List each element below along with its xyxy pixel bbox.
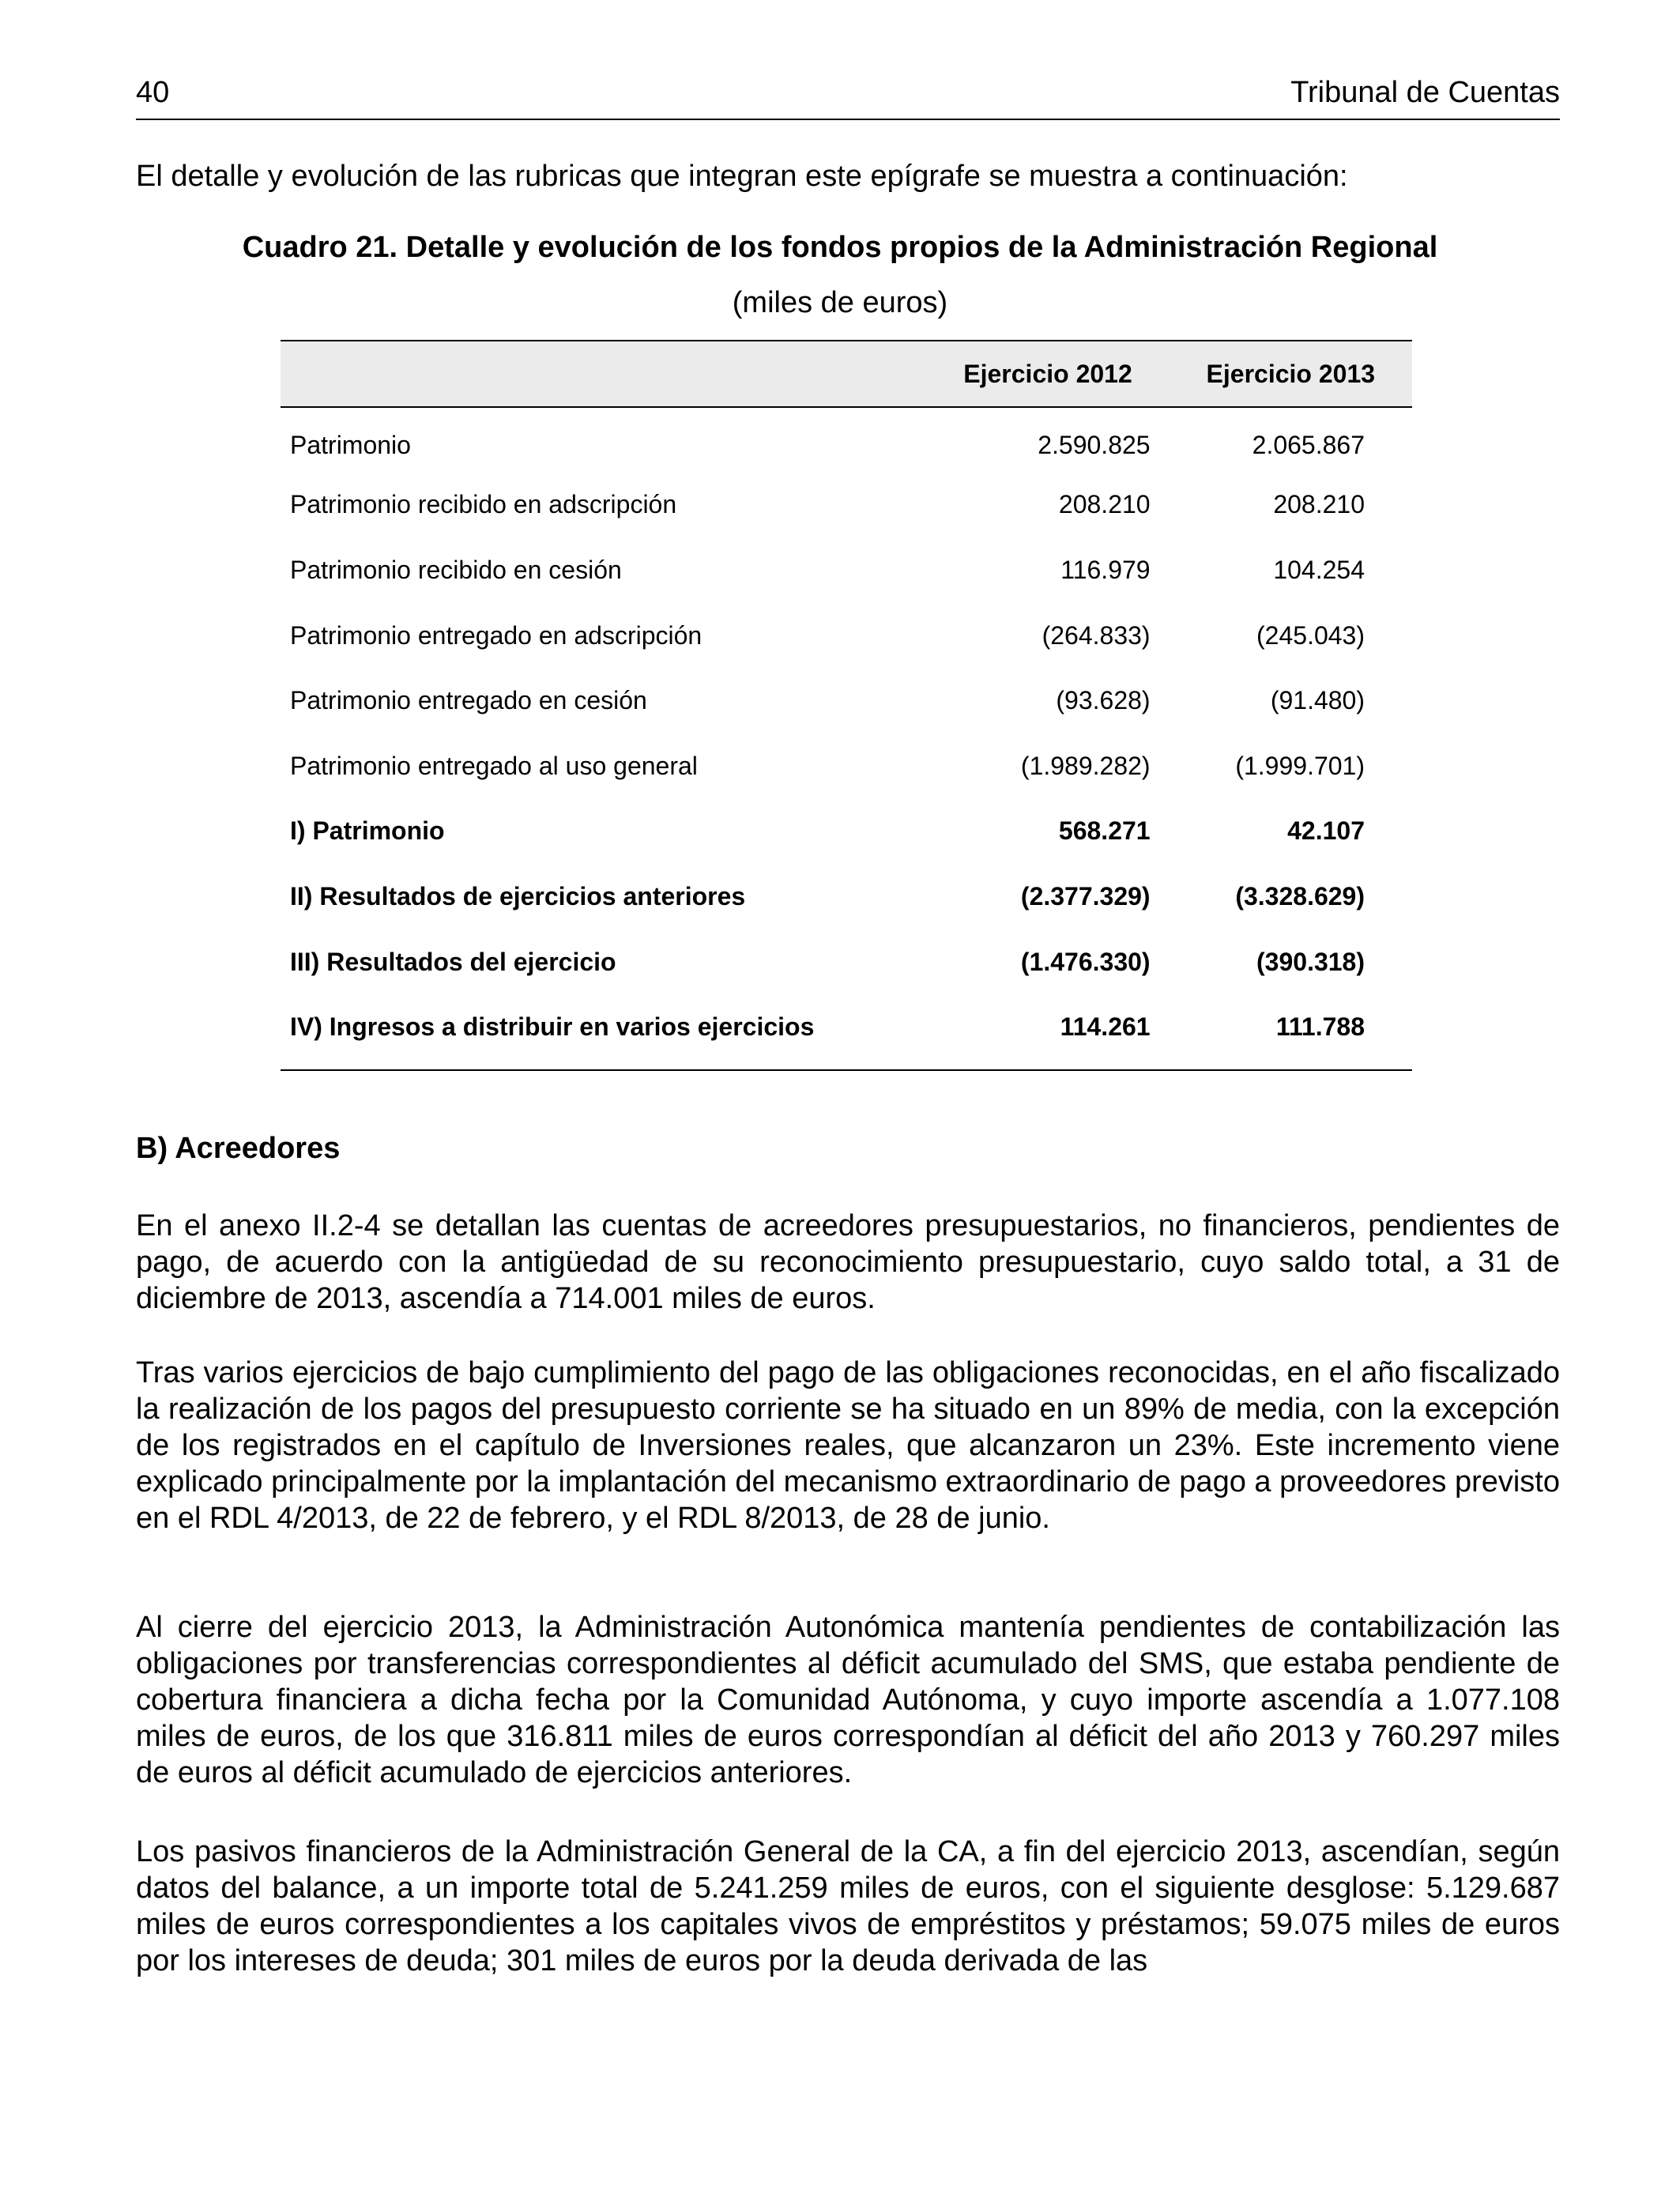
table-header-row [281, 341, 1412, 407]
row-label: Patrimonio entregado en cesión [290, 686, 647, 715]
intro-text: El detalle y evolución de las rubricas que integran este epígrafe se muestra a continuación: [136, 160, 1348, 193]
row-label: II) Resultados de ejercicios anteriores [290, 881, 746, 910]
header-organization: Tribunal de Cuentas [1290, 76, 1560, 109]
value-2013: (3.328.629) [1235, 881, 1365, 910]
value-2012: 2.590.825 [1038, 430, 1151, 459]
row-label: IV) Ingresos a distribuir en varios ejercicios [281, 994, 926, 1070]
value-2013: 104.254 [1273, 555, 1365, 584]
value-2012: (1.476.330) [1020, 947, 1151, 976]
value-2013: (1.999.701) [1235, 751, 1365, 780]
table-row [281, 407, 1412, 473]
value-2012: (93.628) [1056, 686, 1151, 715]
page-number: 40 [136, 76, 170, 109]
value-2013: 208.210 [1273, 490, 1365, 519]
table-row [281, 603, 1412, 669]
row-label: III) Resultados del ejercicio [290, 947, 616, 976]
value-2013: 111.788 [1170, 994, 1412, 1070]
table-row [281, 668, 1412, 733]
value-2012: (2.377.329) [1020, 881, 1151, 910]
value-2013: (91.480) [1270, 686, 1365, 715]
row-label: Patrimonio entregado al uso general [290, 751, 698, 780]
value-2012: (1.989.282) [1020, 751, 1151, 780]
table-body [281, 407, 1412, 1070]
paragraph-1: En el anexo II.2-4 se detallan las cuentas de acreedores presupuestarios, no financieros, pendientes de pago, de acuerdo con la antigüedad de su reconocimiento presupuestario, cuyo saldo total, a 31 de diciembre de 2013, ascendía a 714.001 miles de euros. [136, 1209, 1560, 1315]
table-row [281, 799, 1412, 865]
value-2012: 208.210 [1058, 490, 1151, 519]
value-2012: 116.979 [1060, 555, 1151, 584]
paragraph-4: Los pasivos financieros de la Administración General de la CA, a fin del ejercicio 2013, ascendían, según datos del balance, a un importe total de 5.241.259 miles de euros, con el siguiente desglose: 5.129.687 miles de euros correspondientes a los capitales vivos de empréstitos y préstamos; 59.075 miles de euros por los intereses de deuda; 301 miles de euros por la deuda derivada de las [136, 1835, 1560, 1977]
row-label: Patrimonio recibido en cesión [290, 555, 622, 584]
section-heading: B) Acreedores [136, 1132, 341, 1165]
table-units: (miles de euros) [732, 286, 948, 319]
column-header-2012: Ejercicio 2012 [926, 341, 1169, 407]
row-label: Patrimonio [290, 430, 411, 459]
fondos-propios-table [281, 340, 1412, 1071]
column-header-concept [281, 341, 926, 407]
table-row [281, 537, 1412, 603]
table-row [281, 864, 1412, 929]
table-row [281, 929, 1412, 995]
table-row [281, 473, 1412, 538]
value-2013: 2.065.867 [1252, 430, 1365, 459]
table-row [281, 733, 1412, 799]
value-2012: (264.833) [1042, 620, 1151, 650]
row-label: Patrimonio entregado en adscripción [290, 620, 703, 650]
table-row [281, 994, 1412, 1070]
value-2013: (390.318) [1256, 947, 1365, 976]
paragraph-3: Al cierre del ejercicio 2013, la Administración Autonómica mantenía pendientes de contabilización las obligaciones por transferencias correspondientes al déficit acumulado del SMS, que estaba pendiente de cobertura financiera a dicha fecha por la Comunidad Autónoma, y cuyo importe ascendía a 1.077.108 miles de euros, de los que 316.811 miles de euros correspondían al déficit del año 2013 y 760.297 miles de euros al déficit acumulado de ejercicios anteriores. [136, 1611, 1560, 1789]
table-title: Cuadro 21. Detalle y evolución de los fondos propios de la Administración Regional [242, 231, 1438, 264]
row-label: I) Patrimonio [290, 816, 445, 846]
paragraph-2: Tras varios ejercicios de bajo cumplimiento del pago de las obligaciones reconocidas, en el año fiscalizado la realización de los pagos del presupuesto corriente se ha situado en un 89% de media, con la excepción de los registrados en el capítulo de Inversiones reales, que alcanzaron un 23%. Este incremento viene explicado principalmente por la implantación del mecanismo extraordinario de pago a proveedores previsto en el RDL 4/2013, de 22 de febrero, y el RDL 8/2013, de 28 de junio. [136, 1356, 1560, 1535]
column-header-2013: Ejercicio 2013 [1170, 341, 1412, 407]
value-2013: 42.107 [1287, 816, 1365, 846]
value-2012: 568.271 [1058, 816, 1151, 846]
row-label: Patrimonio recibido en adscripción [290, 490, 677, 519]
value-2012: 114.261 [926, 994, 1169, 1070]
page-header [136, 76, 1560, 120]
value-2013: (245.043) [1256, 620, 1365, 650]
